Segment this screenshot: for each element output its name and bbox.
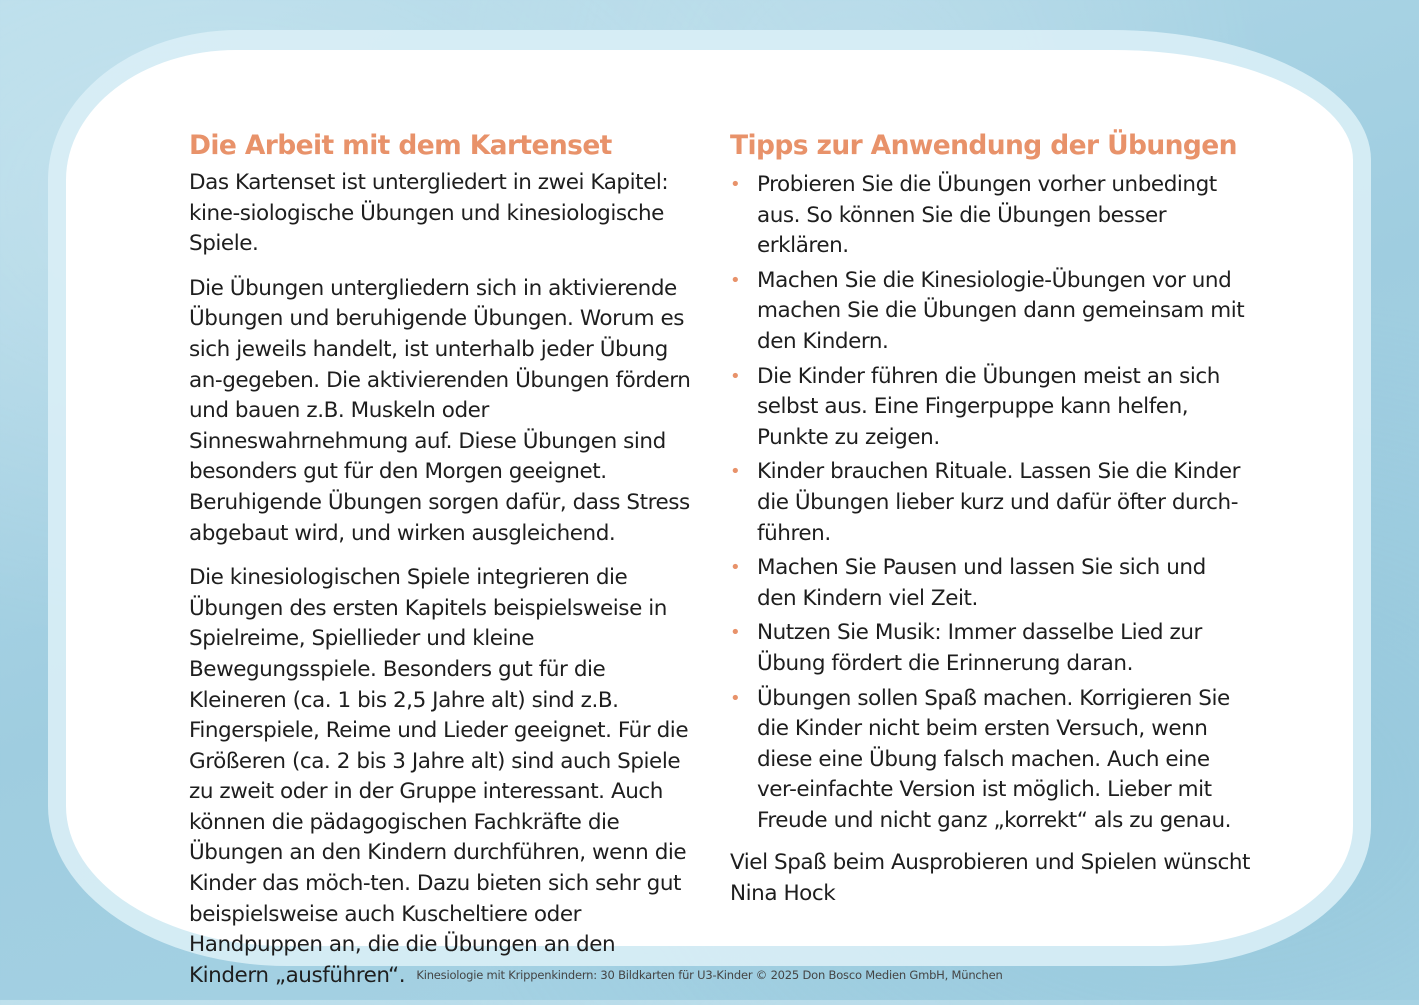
tip-text: Nutzen Sie Musik: Immer dasselbe Lied zur Übung fördert die Erinnerung daran.: [757, 620, 1202, 676]
copyright-footer: Kinesiologie mit Krippenkindern: 30 Bildkarten für U3-Kinder © 2025 Don Bosco Medien GmbH, München: [416, 968, 1003, 982]
tip-item: [730, 170, 1250, 262]
bullet-icon: •: [730, 687, 741, 709]
bullet-icon: •: [730, 365, 741, 387]
left-column: [189, 126, 699, 1005]
bullet-icon: •: [730, 557, 741, 579]
right-column: [730, 126, 1250, 910]
closing-line: Viel Spaß beim Ausprobieren und Spielen wünscht: [730, 850, 1250, 876]
tip-text: Übungen sollen Spaß machen. Korrigieren Sie die Kinder nicht beim ersten Versuch, wenn diese eine Übung falsch machen. Auch eine ver-einfachte Version ist möglich. Lieber mit Freude und nicht ganz „korrekt“ als zu genau.: [757, 685, 1232, 833]
tip-text: Machen Sie Pausen und lassen Sie sich und den Kindern viel Zeit.: [757, 555, 1206, 611]
tip-item: [730, 266, 1250, 358]
author-name: Nina Hock: [730, 881, 836, 907]
left-heading: Die Arbeit mit dem Kartenset: [189, 130, 612, 161]
bullet-icon: •: [730, 622, 741, 644]
bullet-icon: •: [730, 461, 741, 483]
bullet-icon: •: [730, 269, 741, 291]
tip-item: [730, 684, 1250, 837]
left-paragraph: Das Kartenset ist untergliedert in zwei Kapitel: kine-siologische Übungen und kinesiologische Spiele.: [189, 170, 669, 257]
tip-text: Die Kinder führen die Übungen meist an sich selbst aus. Eine Fingerpuppe kann helfen, Punkte zu zeigen.: [757, 363, 1220, 450]
tip-text: Probieren Sie die Übungen vorher unbedingt aus. So können Sie die Übungen besser erklären.: [757, 172, 1217, 259]
left-paragraph: Die kinesiologischen Spiele integrieren die Übungen des ersten Kapitels beispielsweise in Spielreime, Spiellieder und kleine Bewegungsspiele. Besonders gut für die Kleineren (ca. 1 bis 2,5 Jahre alt) sind z.B. Fingerspiele, Reime und Lieder geeignet. Für die Größeren (ca. 2 bis 3 Jahre alt) sind auch Spiele zu zweit oder in der Gruppe interessant. Auch können die pädagogischen Fachkräfte die Übungen an den Kindern durchführen, wenn die Kinder das möch-ten. Dazu bieten sich sehr gut beispielsweise auch Kuscheltiere oder Handpuppen an, die die Übungen an den Kindern „ausführen“.: [189, 565, 689, 988]
tip-text: Machen Sie die Kinesiologie-Übungen vor und machen Sie die Übungen dann gemeinsam mit den Kindern.: [757, 267, 1245, 354]
tip-item: [730, 618, 1250, 679]
tips-list: [730, 170, 1250, 836]
tip-item: [730, 553, 1250, 614]
tip-item: [730, 457, 1250, 549]
bullet-icon: •: [730, 174, 741, 195]
right-heading: Tipps zur Anwendung der Übungen: [730, 130, 1237, 161]
tip-item: [730, 362, 1250, 454]
tip-text: Kinder brauchen Rituale. Lassen Sie die Kinder die Übungen lieber kurz und dafür öfter durch-führen.: [757, 459, 1241, 546]
left-paragraph: Die Übungen untergliedern sich in aktivierende Übungen und beruhigende Übungen. Worum es sich jeweils handelt, ist unterhalb jeder Übung an-gegeben. Die aktivierenden Übungen fördern und bauen z.B. Muskeln oder Sinneswahrnehmung auf. Diese Übungen sind besonders gut für den Morgen geeignet. Beruhigende Übungen sorgen dafür, dass Stress abgebaut wird, und wirken ausgleichend.: [189, 275, 691, 546]
